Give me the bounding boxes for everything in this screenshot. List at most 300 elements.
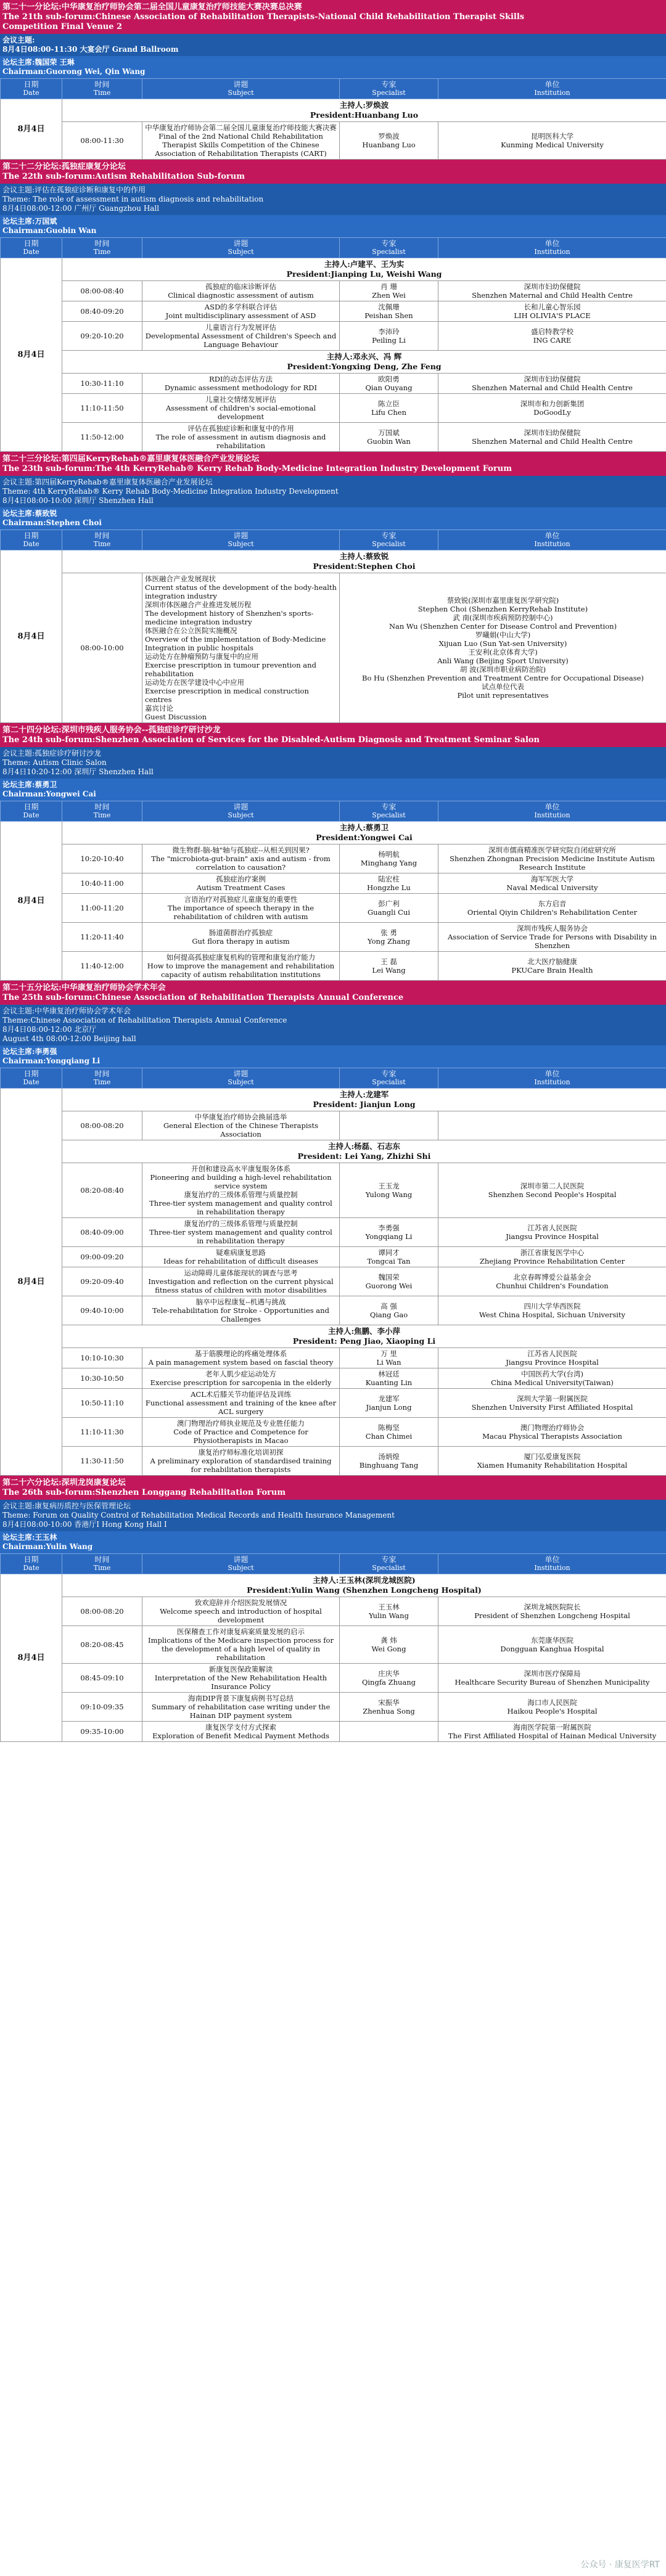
forum-meta-line: 会议主题:第四届KerryRehab®嘉里康复体医融合产业发展论坛 [2,478,213,486]
header-en: Subject [228,1078,254,1086]
specialist-cell [340,1626,438,1664]
column-header-subject [142,530,340,550]
specialist-line: Stephen Choi (Shenzhen KerryRehab Institute) [417,605,588,613]
institution-line: 海军军医大学 [531,875,574,883]
subject-line: Investigation and reflection on the current physical fitness status of children with motor disabilities [148,1277,334,1294]
subject-line: 体医融合产业发展现状 [145,574,216,583]
time-cell: 10:20-10:40 [62,844,142,873]
institution-line: 盛启特教学校 [531,327,574,336]
subject-line: Exercise prescription in tumour prevention and rehabilitation [145,661,316,678]
forum-title-line: 第二十六分论坛:深圳龙岗康复论坛 [2,1478,126,1487]
header-zh: 时间 [94,803,110,811]
specialist-line: 宋振华 [378,1698,400,1707]
specialist-line: Xijuan Luo (Sun Yat-sen University) [438,639,567,648]
subject-line: A pain management system based on fascial theory [148,1358,334,1367]
forum-title-line: The 22th sub-forum:Autism Rehabilitation Sub-forum [2,172,245,181]
session-host [62,822,666,844]
institution-line: 深圳市妇幼保健院 [524,282,581,291]
subject-line: 医保稽查工作对康复病案质量发展的启示 [177,1627,305,1636]
time-cell: 09:35-10:00 [62,1722,142,1742]
table-row [1,423,666,452]
institution-line: Shenzhen University First Affiliated Hospital [471,1403,633,1412]
subject-line: 儿童社交情绪发展评估 [205,395,276,404]
schedule-table [0,530,666,723]
institution-line: Kunming Medical University [501,141,604,149]
forum-meta-line: 会议主题:康复病历质控与医保管理论坛 [2,1502,131,1510]
forum-meta-line: 会议主题:中华康复治疗师协会学术年会 [2,1007,131,1015]
specialist-cell [340,322,438,351]
host-line: President: Jianjun Long [313,1100,416,1109]
forum-meta [0,476,666,507]
header-en: Date [23,248,39,256]
forum-meta-line: 8月4日10:20-12:00 深圳厅 Shenzhen Hall [2,767,154,776]
subject-line: Guest Discussion [145,713,207,721]
header-en: Date [23,540,39,548]
institution-line: 北京春晖博爱公益基金会 [513,1273,591,1282]
specialist-cell [340,1247,438,1267]
header-zh: 单位 [545,803,560,811]
specialist-line: 李勇强 [378,1224,400,1232]
header-en: Specialist [372,540,406,548]
session-host [62,550,666,573]
column-header-date [1,238,62,258]
time-cell: 10:30-10:50 [62,1368,142,1389]
specialist-cell [340,394,438,423]
specialist-cell [340,1163,438,1218]
column-header-specialist [340,238,438,258]
chairman-line: Chairman:Guobin Wan [2,226,97,235]
forum-meta-line: Theme: Forum on Quality Control of Rehabilitation Medical Records and Health Insurance Management [2,1511,395,1519]
institution-line: 深圳市残疾人服务协会 [517,924,588,933]
header-en: Subject [228,89,254,97]
table-row [1,301,666,322]
institution-line: 东方启音 [538,899,567,908]
institution-cell [438,952,666,981]
column-header-date [1,530,62,550]
subject-cell [142,1368,340,1389]
specialist-line: Qian Ouyang [365,383,413,392]
forum-section [0,452,666,723]
chairman-line: Chairman:Guorong Wei, Qin Wang [2,67,146,76]
header-en: Time [93,811,111,819]
host-line: President: Peng Jiao, Xiaoping Li [292,1336,436,1346]
subject-line: 微生物群-脑-轴"轴与孤独症--从相关到因果? [172,846,310,854]
institution-cell [438,301,666,322]
time-cell: 08:00-10:00 [62,573,142,723]
subject-cell [142,894,340,923]
forum-banner [0,981,666,1005]
subject-line: Clinical diagnostic assessment of autism [168,291,314,300]
specialist-cell [340,374,438,394]
forum-title-line: The 24th sub-forum:Shenzhen Association of Services for the Disabled-Autism Diagnosis and Treatment Seminar Salon [2,735,540,745]
institution-line: Shenzhen Maternal and Child Health Centre [472,437,633,446]
header-zh: 日期 [23,239,39,248]
header-en: Institution [534,540,570,548]
specialist-line: Tongcai Tan [367,1257,411,1266]
subject-cell [142,844,340,873]
table-row [1,322,666,351]
institution-cell [438,374,666,394]
institution-line: Macau Physical Therapists Association [482,1432,622,1441]
specialist-line: 谭同才 [378,1248,400,1257]
header-en: Institution [534,1564,570,1572]
host-line: President:Yongwei Cai [316,833,413,842]
host-row [1,550,666,573]
host-line: 主持人:蔡致锐 [339,552,389,561]
subject-cell [142,423,340,452]
institution-line: Naval Medical University [506,883,598,892]
institution-cell [438,122,666,160]
header-zh: 时间 [94,1069,110,1078]
table-row [1,873,666,894]
specialist-line: Wei Gong [371,1645,406,1653]
header-zh: 专家 [381,531,397,540]
header-zh: 时间 [94,1555,110,1564]
header-en: Time [93,248,111,256]
table-row [1,1218,666,1247]
subject-line: 基于筋膜理论的疼痛处理体系 [194,1349,287,1358]
subject-line: 致欢迎辞并介绍医院发展情况 [194,1598,287,1607]
forum-title-line: The 23th sub-forum:The 4th KerryRehab® Kerry Rehab Body-Medicine Integration Industry Development Forum [2,464,512,473]
forum-meta [0,747,666,779]
host-row [1,822,666,844]
subject-line: Implications of the Medicare inspection process for the development of a high level of quality in rehabilitation [148,1636,334,1662]
forum-chairman [0,779,666,801]
institution-line: 东莞康华医院 [531,1636,574,1645]
column-header-specialist [340,530,438,550]
institution-cell [438,1722,666,1742]
specialist-line: Hongzhe Lu [367,883,411,892]
specialist-line: Lei Wang [372,966,406,975]
subject-line: Three-tier system management and quality control in rehabilitation therapy [149,1199,332,1216]
table-row [1,894,666,923]
subject-cell [142,281,340,301]
chairman-line: 论坛主席:魏国荣 王琳 [2,58,75,67]
specialist-line: 试点单位代表 [482,682,524,691]
subject-cell [142,1664,340,1693]
forum-banner [0,1,666,34]
header-zh: 日期 [23,80,39,89]
forum-title-line: The 26th sub-forum:Shenzhen Longgang Rehabilitation Forum [2,1488,286,1497]
session-host [62,1325,666,1348]
time-cell: 09:20-10:20 [62,322,142,351]
host-line: President:Yongxing Deng, Zhe Feng [287,362,442,371]
specialist-cell [340,1296,438,1325]
session-host [62,351,666,374]
column-header-subject [142,238,340,258]
forum-meta-line: Theme:Chinese Association of Rehabilitation Therapists Annual Conference [2,1016,287,1024]
institution-cell [438,1389,666,1418]
host-line: 主持人:焦鹏、李小萍 [327,1327,401,1336]
specialist-line: 万 里 [380,1349,397,1358]
header-en: Time [93,89,111,97]
column-header-time [62,79,142,99]
table-row [1,844,666,873]
chairman-line: 论坛主席:王玉林 [2,1533,57,1542]
specialist-cell [340,281,438,301]
institution-line: Jiangsu Province Hospital [506,1358,599,1367]
schedule-table [0,78,666,160]
specialist-cell [340,873,438,894]
institution-line: 深圳市医疗保障局 [524,1669,581,1678]
subject-cell [142,1722,340,1742]
time-cell: 09:40-10:00 [62,1296,142,1325]
subject-line: A preliminary exploration of standardised training for rehabilitation therapists [150,1457,332,1474]
date-cell: 8月4日 [1,1574,62,1742]
institution-line: 浙江省康复医学中心 [520,1248,585,1257]
subject-cell [142,1296,340,1325]
host-line: President:Yulin Wang (Shenzhen Longcheng Hospital) [247,1585,482,1595]
specialist-line: Guorong Wei [365,1282,413,1290]
forum-chairman [0,507,666,530]
subject-cell [142,322,340,351]
session-host [62,1089,666,1111]
forum-title-line: 第二十二分论坛:孤独症康复分论坛 [2,162,126,171]
specialist-line: Yong Zhang [368,937,410,946]
subject-line: ASD的多学科联合评估 [204,303,278,311]
specialist-line: Pilot unit representatives [457,691,549,700]
specialist-line: 胡 波(深圳市职业病防治院) [459,665,546,674]
specialist-line: 沈佩珊 [378,303,400,311]
subject-line: Three-tier system management and quality control in rehabilitation therapy [149,1228,332,1245]
specialist-cell [340,1664,438,1693]
table-row [1,1111,666,1140]
specialist-line: Guangli Cui [367,908,411,917]
subject-cell [142,1693,340,1722]
table-row [1,394,666,423]
column-header-institution [438,238,666,258]
subject-line: 康复医学支付方式探索 [205,1723,276,1732]
subject-line: 海南DIP背景下康复病例书写总结 [188,1694,294,1703]
host-line: 主持人:邓永兴、冯 辉 [326,352,402,361]
specialist-line: 陈梅坚 [378,1423,400,1432]
specialist-line: Yulong Wang [365,1190,413,1199]
header-en: Institution [534,248,570,256]
institution-line: Oriental Qiyin Children's Rehabilitation Center [467,908,638,917]
specialist-line: 张 勇 [380,928,397,937]
specialist-cell [340,952,438,981]
subject-line: 开创和建设高水平康复服务体系 [191,1164,290,1173]
subject-line: 疑难病康复思路 [216,1248,266,1257]
subject-cell [142,1597,340,1626]
forum-meta-line: 会议主题:评估在孤独症诊断和康复中的作用 [2,186,146,194]
time-cell: 11:40-12:00 [62,952,142,981]
session-host [62,1574,666,1597]
forum-meta-line: Theme: The role of assessment in autism diagnosis and rehabilitation [2,195,264,203]
specialist-cell [340,1111,438,1140]
column-header-time [62,1554,142,1574]
subject-line: Exercise prescription for sarcopenia in the elderly [150,1378,332,1387]
specialist-line: 杨明航 [378,850,400,859]
table-row [1,281,666,301]
table-header-row [1,1554,666,1574]
specialist-cell [340,122,438,160]
table-row [1,1348,666,1368]
subject-line: Dynamic assessment methodology for RDI [164,383,318,392]
subject-line: RDI的动态评估方法 [209,375,273,383]
header-zh: 单位 [545,531,560,540]
table-row [1,1447,666,1476]
subject-cell [142,394,340,423]
table-row [1,923,666,952]
chairman-line: Chairman:Yongwei Cai [2,790,96,798]
chairman-line: 论坛主席:李勇强 [2,1047,57,1056]
specialist-line: Qiang Gao [369,1310,408,1319]
subject-line: Exercise prescription in medical construction centres [145,687,309,704]
forum-meta [0,1005,666,1045]
institution-line: 江苏省人民医院 [527,1349,577,1358]
institution-line: 四川大学华西医院 [524,1302,581,1310]
header-zh: 时间 [94,80,110,89]
subject-line: The role of assessment in autism diagnosis and rehabilitation [155,433,326,450]
specialist-line: Zhenhua Song [363,1707,415,1715]
time-cell: 08:00-08:20 [62,1111,142,1140]
specialist-cell [340,423,438,452]
institution-cell [438,394,666,423]
institution-line: Xiamen Humanity Rehabilitation Hospital [477,1461,628,1470]
specialist-cell [340,1389,438,1418]
time-cell: 08:00-08:20 [62,1597,142,1626]
column-header-date [1,1554,62,1574]
subject-line: Joint multidisciplinary assessment of ASD [165,311,316,320]
date-cell: 8月4日 [1,1089,62,1476]
subject-line: 运动处方在医学建设中心中应用 [145,678,244,687]
specialist-cell [340,1368,438,1389]
subject-cell [142,1247,340,1267]
subject-line: ACL术后膝关节功能评估及训练 [191,1390,291,1399]
specialist-line: 龙建军 [378,1394,400,1403]
time-cell: 11:50-12:00 [62,423,142,452]
institution-line: 澳门物理治疗师协会 [520,1423,585,1432]
table-row [1,1597,666,1626]
subject-line: 言语治疗对孤独症儿童康复的重要性 [184,895,298,904]
host-row [1,351,666,374]
specialist-cell [340,923,438,952]
institution-line: 厦门弘爱康复医院 [524,1452,581,1461]
institution-line: DoGoodLy [533,408,571,417]
institution-cell [438,844,666,873]
subject-line: 脑卒中远程康复--机遇与挑战 [195,1298,286,1306]
table-header-row [1,530,666,550]
header-en: Specialist [372,811,406,819]
header-en: Institution [534,1078,570,1086]
institution-cell [438,1418,666,1447]
institution-line: 深圳龙城医院院长 [524,1603,581,1611]
institution-line: China Medical University(Taiwan) [491,1378,614,1387]
specialist-line: 欧阳勇 [378,375,400,383]
forum-meta [0,34,666,56]
header-zh: 专家 [381,1069,397,1078]
specialist-cell [340,894,438,923]
forum-section [0,1476,666,1742]
institution-cell [438,423,666,452]
specialist-cell [340,1218,438,1247]
forum-title-line: The 25th sub-forum:Chinese Association of Rehabilitation Therapists Annual Conference [2,993,404,1002]
header-zh: 讲题 [233,531,249,540]
subject-cell [142,1267,340,1296]
institution-line: 深圳大学第一附属医院 [517,1394,588,1403]
header-en: Subject [228,1564,254,1572]
subject-cell [142,952,340,981]
specialist-line: 庄庆华 [378,1669,400,1678]
forum-banner [0,724,666,747]
header-zh: 讲题 [233,80,249,89]
institution-line: 深圳市和力创新集团 [520,399,585,408]
header-en: Subject [228,248,254,256]
header-en: Specialist [372,1564,406,1572]
column-header-date [1,1068,62,1089]
institution-cell [438,1267,666,1296]
institution-cell [438,1368,666,1389]
table-header-row [1,1068,666,1089]
institution-line: Shenzhen Maternal and Child Health Centre [472,291,633,300]
institution-cell [438,1348,666,1368]
time-cell: 08:20-08:45 [62,1626,142,1664]
column-header-subject [142,1068,340,1089]
column-header-specialist [340,1068,438,1089]
institution-line: The First Affiliated Hospital of Hainan Medical University [448,1732,657,1740]
institution-line: 昆明医科大学 [531,132,574,141]
institution-line: Association of Service Trade for Persons with Disability in Shenzhen [448,933,657,950]
subject-cell [142,1111,340,1140]
specialist-cell [340,1267,438,1296]
specialist-line: 彭广利 [378,899,400,908]
specialist-line: 李沛玲 [378,327,400,336]
forum-chairman [0,1531,666,1553]
institution-line: Shenzhen Maternal and Child Health Centre [472,383,633,392]
institution-cell [438,923,666,952]
column-header-specialist [340,801,438,822]
header-en: Date [23,1078,39,1086]
header-en: Subject [228,811,254,819]
institution-line: President of Shenzhen Longcheng Hospital [474,1611,630,1620]
specialist-line: Qingfa Zhuang [361,1678,416,1687]
subject-line: 深圳市体医融合产业推进发展历程 [145,600,252,609]
table-header-row [1,801,666,822]
forum-meta [0,1500,666,1531]
host-row [1,1089,666,1111]
subject-line: 康复治疗的三级体系管理与质量控制 [184,1190,298,1199]
subject-cell [142,1348,340,1368]
table-header-row [1,238,666,258]
subject-line: 评估在孤独症诊断和康复中的作用 [187,424,294,433]
institution-line: 海口市人民医院 [527,1698,577,1707]
host-row [1,1325,666,1348]
specialist-line: Huanbang Luo [362,141,416,149]
forum-section [0,723,666,981]
header-en: Specialist [372,1078,406,1086]
header-zh: 单位 [545,1555,560,1564]
header-en: Time [93,1078,111,1086]
institution-cell [438,1597,666,1626]
specialist-line: 武 南(深圳市疾病预防控制中心) [453,613,553,622]
time-cell: 10:30-11:10 [62,374,142,394]
header-en: Specialist [372,248,406,256]
institution-cell [438,1163,666,1218]
subject-line: Exploration of Benefit Medical Payment Methods [152,1732,329,1740]
specialist-line: Yongqiang Li [365,1232,413,1241]
specialist-line: Peiling Li [372,336,406,345]
subject-line: 运动障碍儿童体能现状的调查与思考 [184,1269,298,1277]
header-zh: 专家 [381,803,397,811]
header-en: Time [93,540,111,548]
table-header-row [1,79,666,99]
institution-cell [438,1447,666,1476]
specialist-cell [340,1722,438,1742]
watermark: 公众号 · 康复医学RT [580,2560,660,2570]
time-cell: 11:30-11:50 [62,1447,142,1476]
time-cell: 08:20-08:40 [62,1163,142,1218]
